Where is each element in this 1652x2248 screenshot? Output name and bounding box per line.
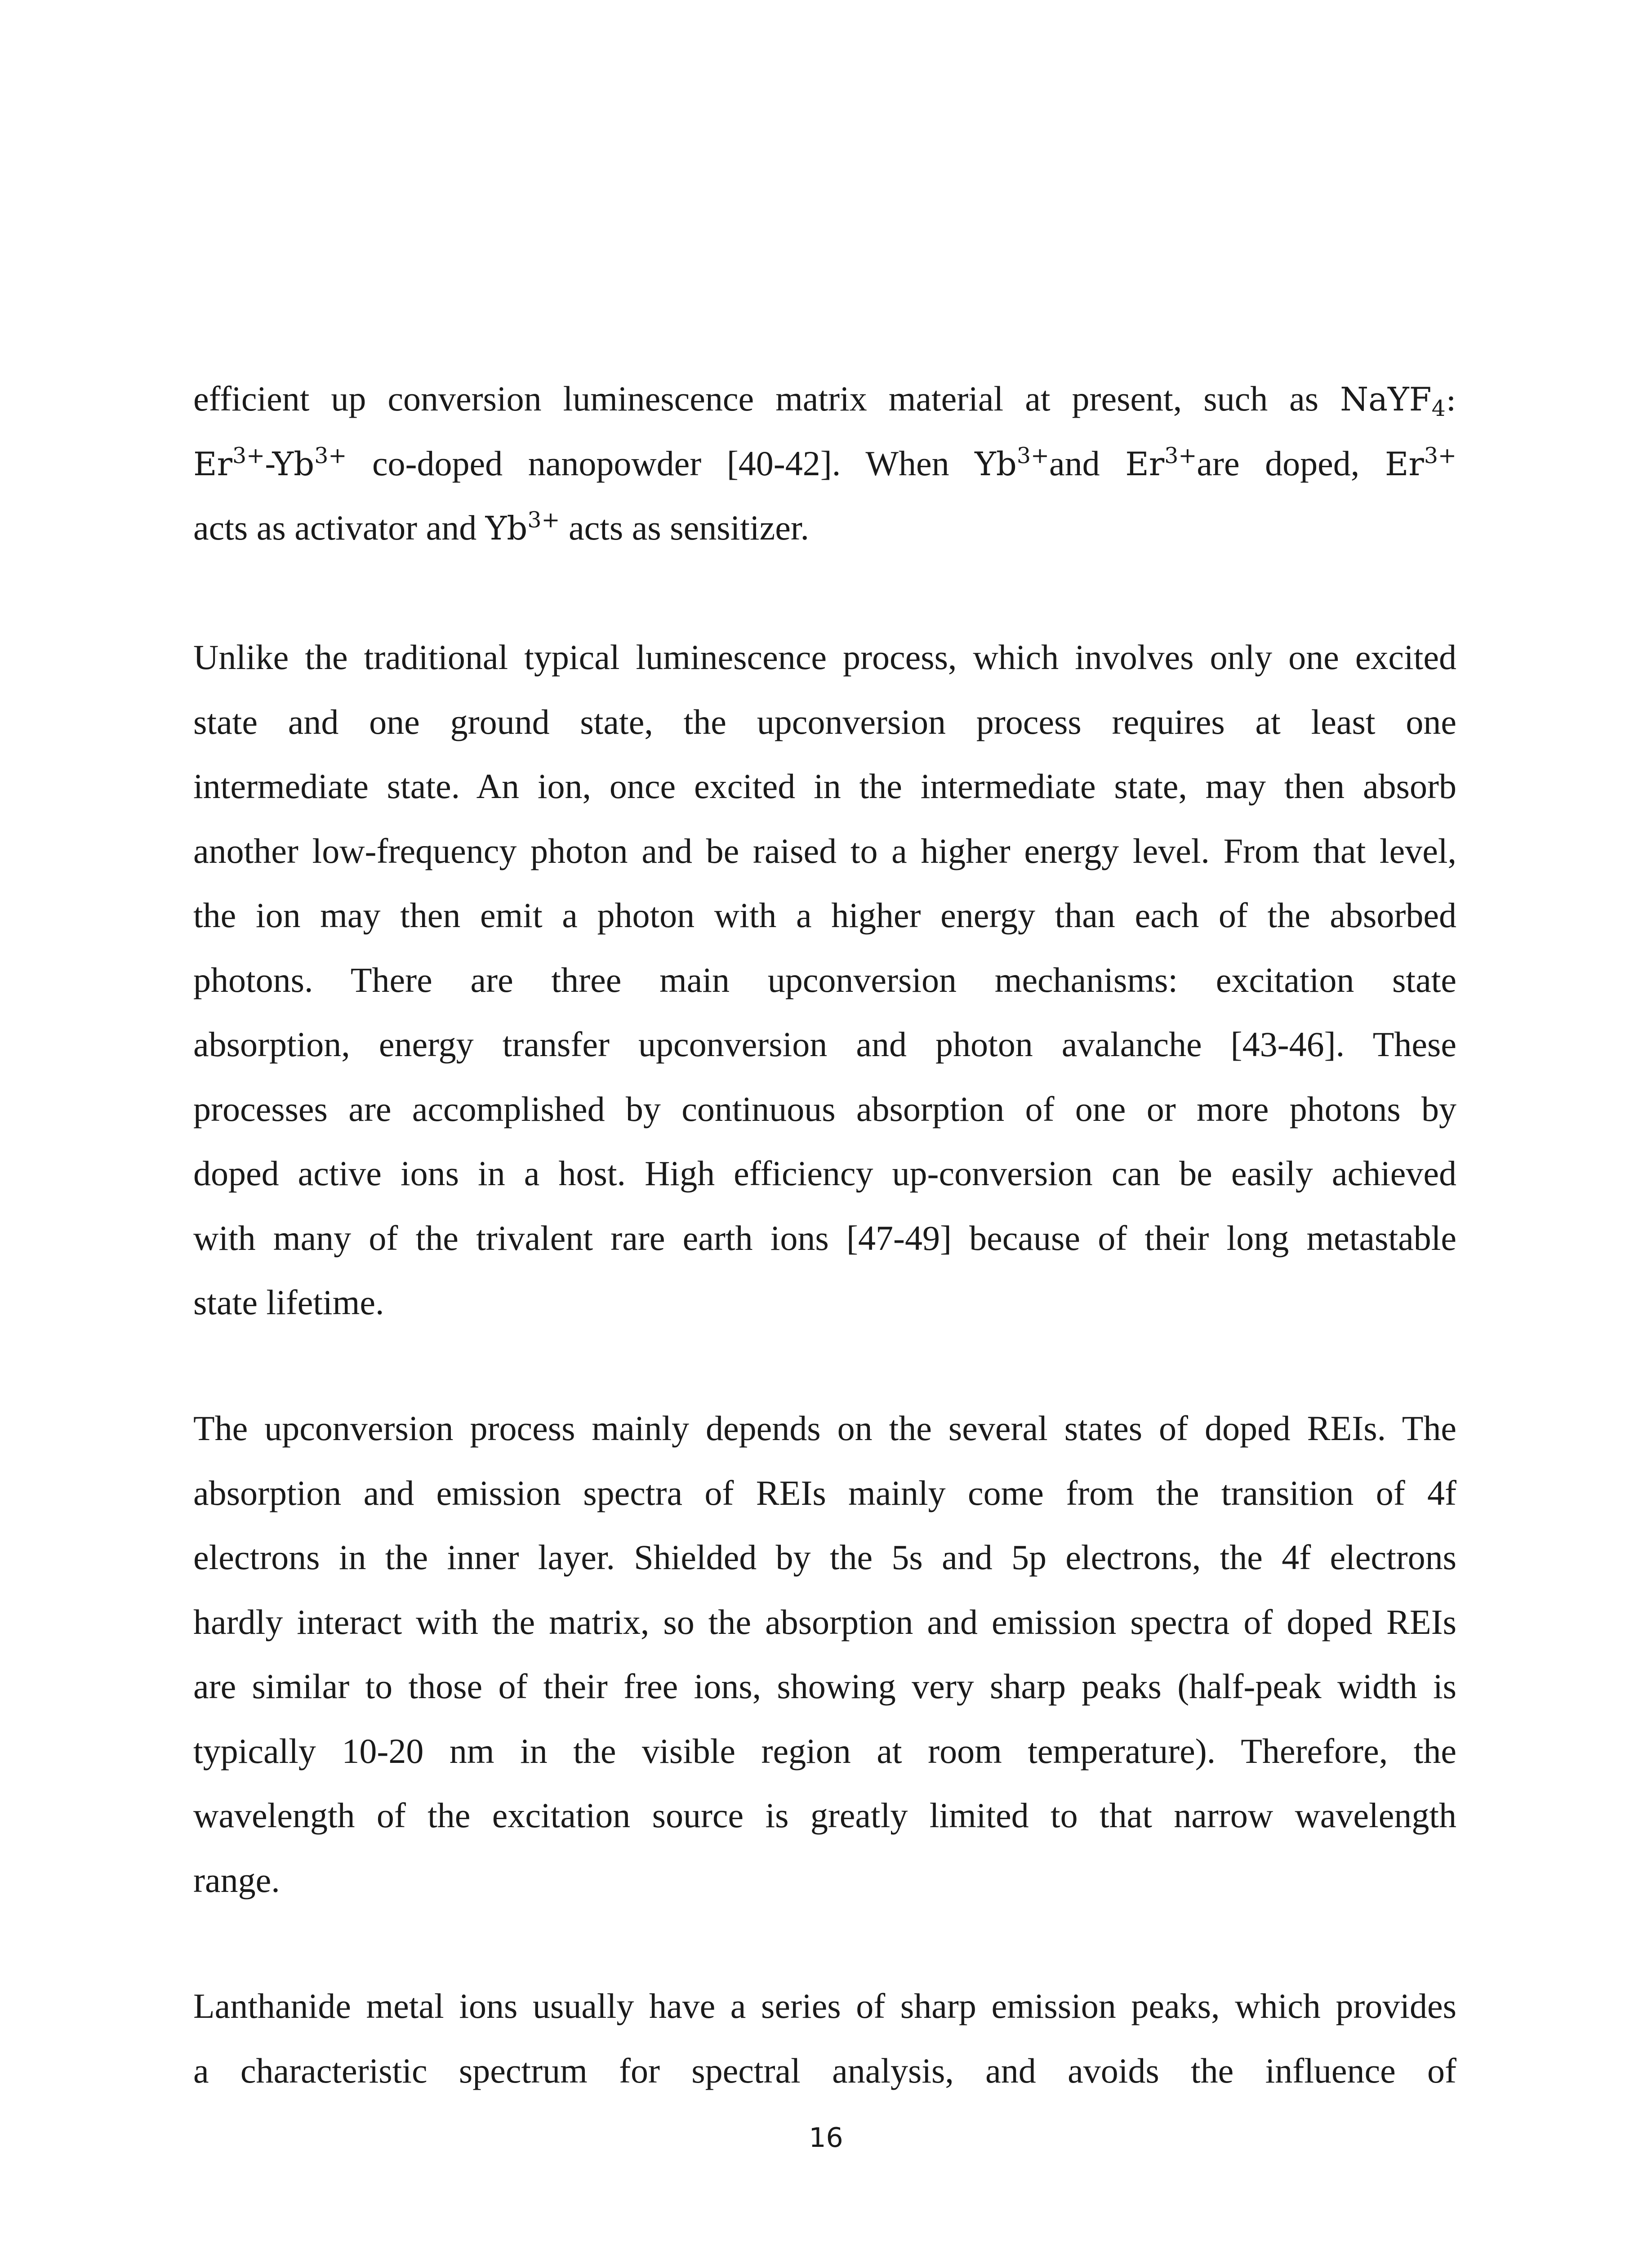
paragraph-line: wavelength of the excitation source is greatly limited to that narrow wavelength [193, 1796, 1456, 1835]
paragraph-line: hardly interact with the matrix, so the absorption and emission spectra of doped REIs [193, 1602, 1456, 1641]
formula-er [1385, 442, 1456, 483]
paragraph-line: state and one ground state, the upconversion process requires at least one [193, 702, 1456, 741]
formula-base: Er [1385, 445, 1424, 483]
paragraph-line: state lifetime. [193, 1283, 384, 1322]
paragraph-line: The upconversion process mainly depends on the several states of doped REIs. The [193, 1409, 1456, 1448]
paragraph-line: doped active ions in a host. High efficiency up-conversion can be easily achieved [193, 1154, 1456, 1193]
text-run: acts as sensitizer. [560, 508, 810, 547]
paragraph-line: photons. There are three main upconversion mechanisms: excitation state [193, 960, 1456, 999]
paragraph-line: another low-frequency photon and be raised to a higher energy level. From that level, [193, 831, 1456, 870]
formula-superscript: 3+ [1164, 442, 1197, 468]
formula-base: NaYF [1340, 380, 1432, 418]
text-run: and [1049, 443, 1126, 483]
paragraph-line: the ion may then emit a photon with a higher energy than each of the absorbed [193, 896, 1456, 935]
formula-superscript: 3+ [232, 442, 265, 468]
formula-subscript: 4 [1431, 396, 1446, 422]
formula-er [1125, 442, 1197, 483]
paragraph-line: Unlike the traditional typical luminescence process, which involves only one excited [193, 638, 1456, 677]
paragraph-line: range. [193, 1860, 280, 1900]
paragraph-4 [193, 1974, 1456, 2103]
paragraph-line: absorption and emission spectra of REIs mainly come from the transition of 4f [193, 1473, 1456, 1512]
paragraph-line: a characteristic spectrum for spectral analysis, and avoids the influence of [193, 2051, 1456, 2090]
paragraph-line: intermediate state. An ion, once excited in the intermediate state, may then absorb [193, 767, 1456, 806]
text-run: co-doped nanopowder [40-42]. When [347, 443, 975, 483]
formula-er [193, 442, 347, 483]
text-run: acts as activator and [193, 508, 485, 547]
paragraph-line: with many of the trivalent rare earth ions [47-49] because of their long metastable [193, 1218, 1456, 1258]
formula-superscript: 3+ [1016, 442, 1050, 468]
formula-base: Yb [485, 509, 528, 547]
paragraph-3 [193, 1396, 1456, 1912]
paragraph-line: Lanthanide metal ions usually have a series of sharp emission peaks, which provides [193, 1986, 1456, 2025]
formula-base: Yb [975, 445, 1017, 483]
paragraph-1-line-2 [193, 431, 1456, 496]
formula-superscript: 3+ [527, 507, 560, 533]
paragraph-line: absorption, energy transfer upconversion and photon avalanche [43-46]. These [193, 1025, 1456, 1064]
formula-yb [975, 442, 1050, 483]
paragraph-line: are similar to those of their free ions, showing very sharp peaks (half-peak width is [193, 1667, 1456, 1706]
paragraph-1-line-1 [193, 366, 1456, 431]
formula-colon: : [1445, 380, 1456, 418]
formula-base: -Yb [265, 445, 315, 483]
formula-nayf4 [1340, 380, 1456, 422]
text-run: are doped, [1197, 443, 1385, 483]
formula-yb [485, 509, 560, 547]
text-run: efficient up conversion luminescence matrix material at present, such as [193, 379, 1340, 418]
formula-base: Er [193, 445, 232, 483]
formula-base: Er [1125, 445, 1165, 483]
paragraph-1 [193, 366, 1456, 560]
paragraph-line: typically 10-20 nm in the visible region at room temperature). Therefore, the [193, 1731, 1456, 1771]
paragraph-line: processes are accomplished by continuous absorption of one or more photons by [193, 1089, 1456, 1128]
paragraph-1-line-3 [193, 495, 1456, 560]
paragraph-line: electrons in the inner layer. Shielded by the 5s and 5p electrons, the 4f electrons [193, 1538, 1456, 1577]
formula-superscript: 3+ [1424, 442, 1456, 468]
page-number: 16 [809, 2122, 843, 2154]
paragraph-2 [193, 625, 1456, 1335]
formula-superscript: 3+ [314, 442, 347, 468]
